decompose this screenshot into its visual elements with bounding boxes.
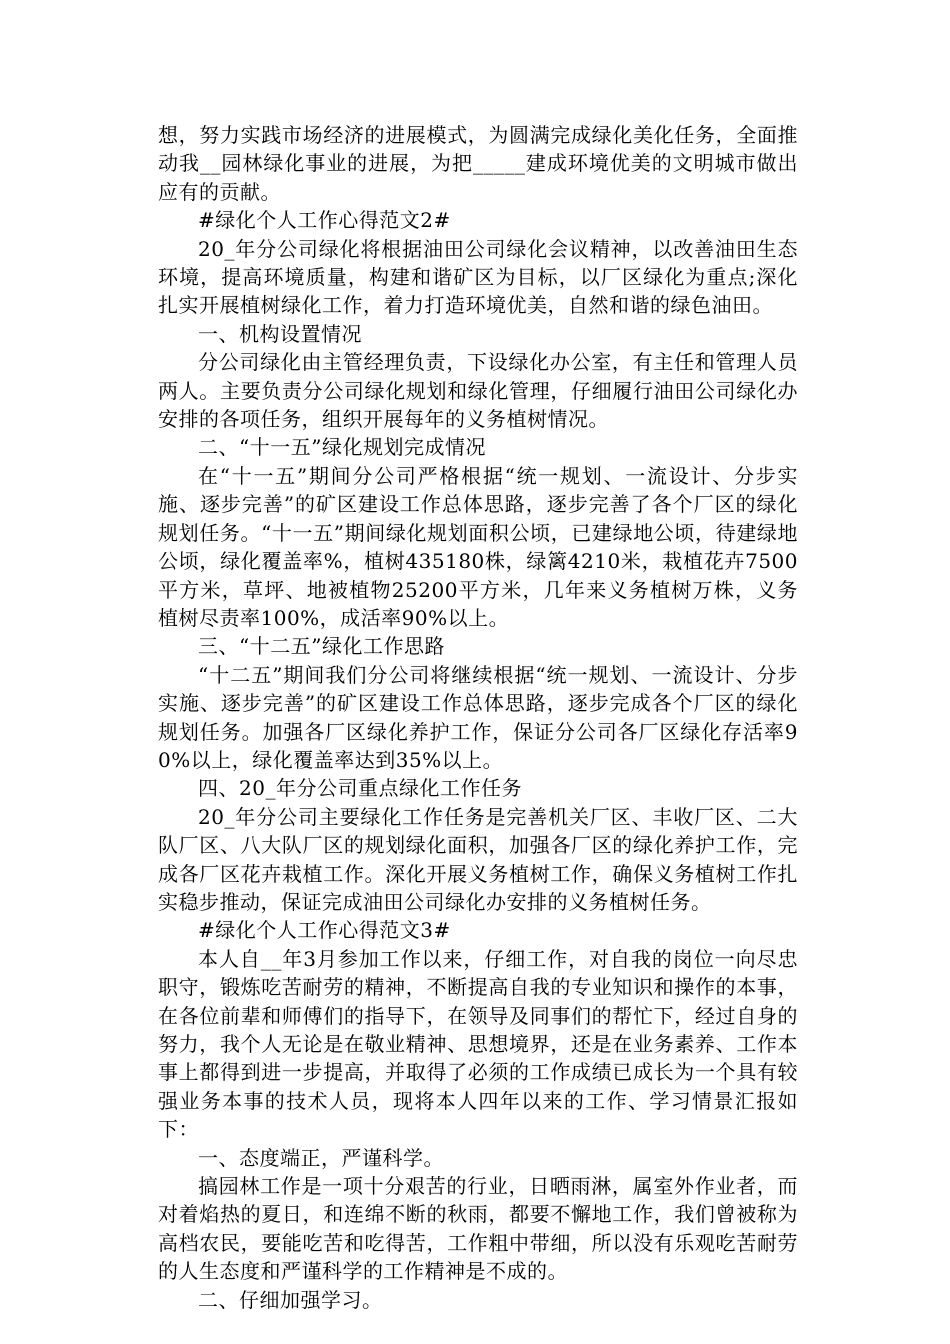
paragraph-attitude: 搞园林工作是一项十分艰苦的行业，日晒雨淋，属室外作业者，而对着焰热的夏日，和连绵不断的秋雨，都要不懈地工作，我们曾被称为高档农民，要能吃苦和吃得苦，工作粗中带细，所以没有乐观吃苦耐劳的人生态度和严谨科学的工作精神是不成的。 bbox=[158, 1174, 798, 1284]
heading-12th-plan: 三、“十二五”绿化工作思路 bbox=[198, 634, 445, 659]
paragraph-sample-3-intro: 本人自__年3月参加工作以来，仔细工作，对自我的岗位一向尽忠职守，锻炼吃苦耐劳的精神，不断提高自我的专业知识和操作的本事，在各位前辈和师傅们的指导下，在领导及同事们的帮忙下，经过自身的努力，我个人无论是在敬业精神、思想境界，还是在业务素养、工作本事上都得到进一步提高，并取得了必须的工作成绩已成长为一个具有较强业务本事的技术人员，现将本人四年以来的工作、学习情景汇报如下： bbox=[158, 946, 798, 1142]
paragraph-intro-continuation: 想，努力实践市场经济的进展模式，为圆满完成绿化美化任务，全面推动我__园林绿化事业的进展，为把_____建成环境优美的文明城市做出应有的贡献。 bbox=[158, 123, 798, 204]
heading-org-setup: 一、机构设置情况 bbox=[198, 321, 362, 346]
paragraph-org-setup: 分公司绿化由主管经理负责，下设绿化办公室，有主任和管理人员两人。主要负责分公司绿化规划和绿化管理，仔细履行油田公司绿化办安排的各项任务，组织开展每年的义务植树情况。 bbox=[158, 350, 798, 432]
heading-key-tasks: 四、20_年分公司重点绿化工作任务 bbox=[198, 776, 522, 801]
paragraph-11th-plan: 在“十一五”期间分公司严格根据“统一规划、一流设计、分步实施、逐步完善”的矿区建设工作总体思路，逐步完善了各个厂区的绿化规划任务。“十一五”期间绿化规划面积公顷，已建绿地公顷，待建绿地公顷，绿化覆盖率%，植树435180株，绿篱4210米，栽植花卉7500平方米，草坪、地被植物25200平方米，几年来义务植树万株，义务植树尽责率100%，成活率90%以上。 bbox=[158, 463, 798, 630]
heading-sample-3: #绿化个人工作心得范文3# bbox=[198, 918, 451, 943]
heading-sample-2: #绿化个人工作心得范文2# bbox=[198, 208, 451, 233]
heading-learning: 二、仔细加强学习。 bbox=[198, 1287, 383, 1312]
paragraph-sample-2-intro: 20_年分公司绿化将根据油田公司绿化会议精神，以改善油田生态环境，提高环境质量，构建和谐矿区为目标，以厂区绿化为重点;深化扎实开展植树绿化工作，着力打造环境优美，自然和谐的绿色油田。 bbox=[158, 236, 798, 318]
heading-attitude: 一、态度端正，严谨科学。 bbox=[198, 1145, 444, 1170]
document-page bbox=[158, 121, 798, 1314]
paragraph-12th-plan: “十二五”期间我们分公司将继续根据“统一规划、一流设计、分步实施、逐步完善”的矿区建设工作总体思路，逐步完成各个厂区的绿化规划任务。加强各厂区绿化养护工作，保证分公司各厂区绿化存活率90%以上，绿化覆盖率达到35%以上。 bbox=[158, 662, 798, 772]
heading-11th-plan: 二、“十一五”绿化规划完成情况 bbox=[198, 435, 486, 460]
paragraph-key-tasks: 20_年分公司主要绿化工作任务是完善机关厂区、丰收厂区、二大队厂区、八大队厂区的规划绿化面积，加强各厂区的绿化养护工作，完成各厂区花卉栽植工作。深化开展义务植树工作，确保义务植树工作扎实稳步推动，保证完成油田公司绿化办安排的义务植树任务。 bbox=[158, 804, 798, 914]
